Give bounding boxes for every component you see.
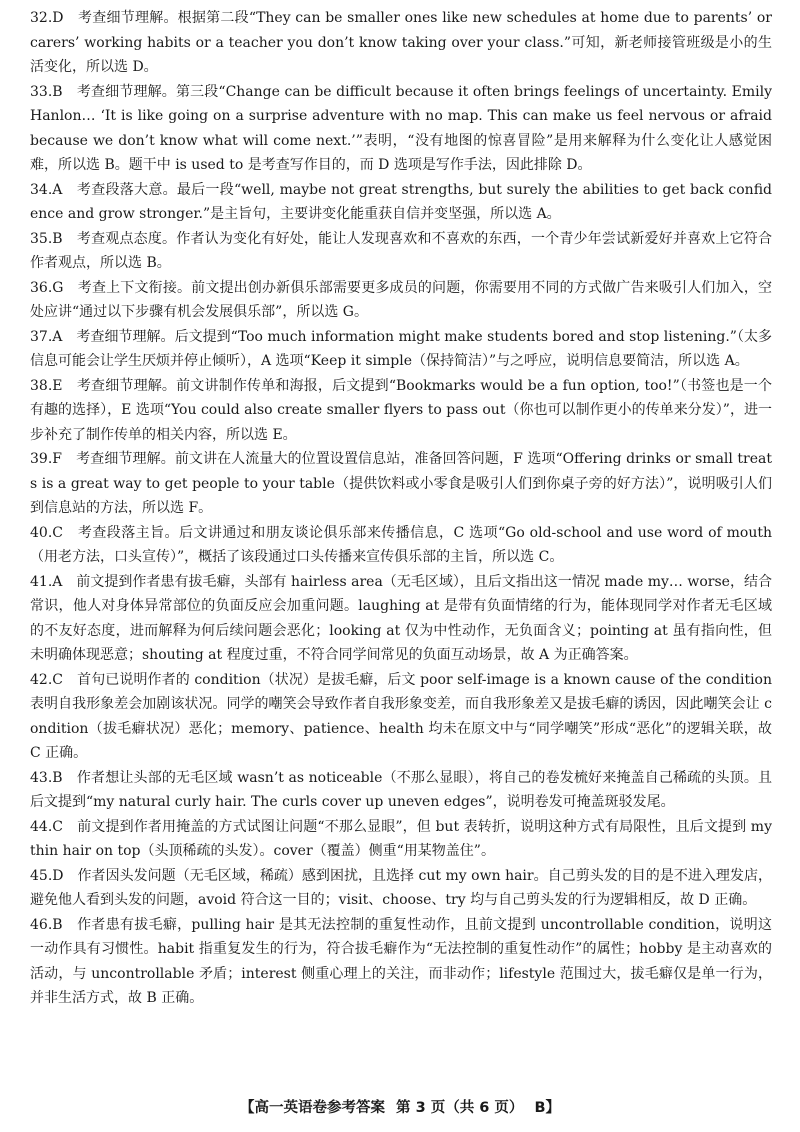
answer-item: 36.G 考查上下文衔接。前文提出创办新俱乐部需要更多成员的问题，你需要用不同的方式做广告来吸引人们加入，空处应讲“通过以下步骤有机会发展俱乐部”，所以选 G。	[30, 279, 772, 320]
footer-version: B】	[534, 1100, 561, 1116]
answer-item: 42.C 首句已说明作者的 condition（状况）是拔毛癖，后文 poor self-image is a known cause of the condition 表明自我形象差会加剧该状况。同学的嘲笑会导致作者自我形象变差，而自我形象差又是拔毛癖的诱因，因此嘲笑会让 condition（拔毛癖状况）恶化；memory、patience、health 均未在原文中与“同学嘲笑”形成“恶化”的逻辑关联，故 C 正确。	[30, 671, 772, 761]
page-footer	[0, 1096, 800, 1117]
answer-item: 37.A 考查细节理解。后文提到“Too much information might make students bored and stop listening.”（太多信息可能会让学生厌烦并停止倾听），A 选项“Keep it simple（保持简洁）”与之呼应，说明信息要简洁，所以选 A。	[30, 328, 772, 369]
answer-item: 45.D 作者因头发问题（无毛区域，稀疏）感到困扰，且选择 cut my own hair。自己剪头发的目的是不进入理发店，避免他人看到头发的问题，avoid 符合这一目的；visit、choose、try 均与自己剪头发的行为逻辑相反，故 D 正确。	[30, 867, 772, 908]
answer-item: 38.E 考查细节理解。前文讲制作传单和海报，后文提到“Bookmarks would be a fun option, too!”（书签也是一个有趣的选择），E 选项“You could also create smaller flyers to pass out（你也可以制作更小的传单来分发）”，进一步补充了制作传单的相关内容，所以选 E。	[30, 377, 772, 443]
answer-item: 43.B 作者想让头部的无毛区域 wasn’t as noticeable（不那么显眼），将自己的卷发梳好来掩盖自己稀疏的头顶。且后文提到“my natural curly hair. The curls cover up uneven edges”，说明卷发可掩盖斑驳发尾。	[30, 769, 772, 810]
answer-item: 34.A 考查段落大意。最后一段“well, maybe not great strengths, but surely the abilities to get back confidence and grow stronger.”是主旨句，主要讲变化能重获自信并变坚强，所以选 A。	[30, 181, 772, 222]
answer-item: 32.D 考查细节理解。根据第二段“They can be smaller ones like new schedules at home due to parents’ or carers’ working habits or a teacher you don’t know taking over your class.”可知，新老师接管班级是小的生活变化，所以选 D。	[30, 10, 772, 75]
answer-item: 46.B 作者患有拔毛癖，pulling hair 是其无法控制的重复性动作，且前文提到 uncontrollable condition，说明这一动作具有习惯性。habit 指重复发生的行为，符合拔毛癖作为“无法控制的重复性动作”的属性；hobby 是主动喜欢的活动，与 uncontrollable 矛盾；interest 侧重心理上的关注，而非动作；lifestyle 范围过大，拔毛癖仅是单一行为，并非生活方式，故 B 正确。	[30, 916, 772, 1006]
footer-title: 【高一英语卷参考答案	[239, 1100, 385, 1116]
answer-item: 39.F 考查细节理解。前文讲在人流量大的位置设置信息站，准备回答问题，F 选项“Offering drinks or small treats is a great way to get people to your table（提供饮料或小零食是吸引人们到你桌子旁的好方法）”，说明吸引人们到信息站的方法，所以选 F。	[30, 451, 772, 516]
answer-item: 35.B 考查观点态度。作者认为变化有好处，能让人发现喜欢和不喜欢的东西，一个青少年尝试新爱好并喜欢上它符合作者观点，所以选 B。	[30, 230, 772, 271]
answer-item: 40.C 考查段落主旨。后文讲通过和朋友谈论俱乐部来传播信息，C 选项“Go old-school and use word of mouth（用老方法，口头宣传）”，概括了该段通过口头传播来宣传俱乐部的主旨，所以选 C。	[30, 524, 772, 565]
answer-list	[30, 6, 772, 1011]
answer-item: 33.B 考查细节理解。第三段“Change can be difficult because it often brings feelings of uncertainty. Emily Hanlon… ‘It is like going on a surprise adventure with no map. This can make us feel nervous or afraid because we don’t know what will come next.’”表明，“没有地图的惊喜冒险”是用来解释为什么变化让人感觉困难，所以选 B。题干中 is used to 是考查写作目的，而 D 选项是写作手法，因此排除 D。	[30, 83, 772, 173]
footer-page-number: 第 3 页（共 6 页）	[396, 1100, 524, 1116]
answer-item: 44.C 前文提到作者用掩盖的方式试图让问题“不那么显眼”，但 but 表转折，说明这种方式有局限性，且后文提到 my thin hair on top（头顶稀疏的头发）。cover（覆盖）侧重“用某物盖住”。	[30, 818, 772, 859]
answer-item: 41.A 前文提到作者患有拔毛癖，头部有 hairless area（无毛区域），且后文指出这一情况 made my… worse，结合常识，他人对身体异常部位的负面反应会加重问题。laughing at 是带有负面情绪的行为，能体现同学对作者无毛区域的不友好态度，进而解释为何后续问题会恶化；looking at 仅为中性动作，无负面含义；pointing at 虽有指向性，但未明确体现恶意；shouting at 程度过重，不符合同学间常见的负面互动场景，故 A 为正确答案。	[30, 573, 772, 663]
